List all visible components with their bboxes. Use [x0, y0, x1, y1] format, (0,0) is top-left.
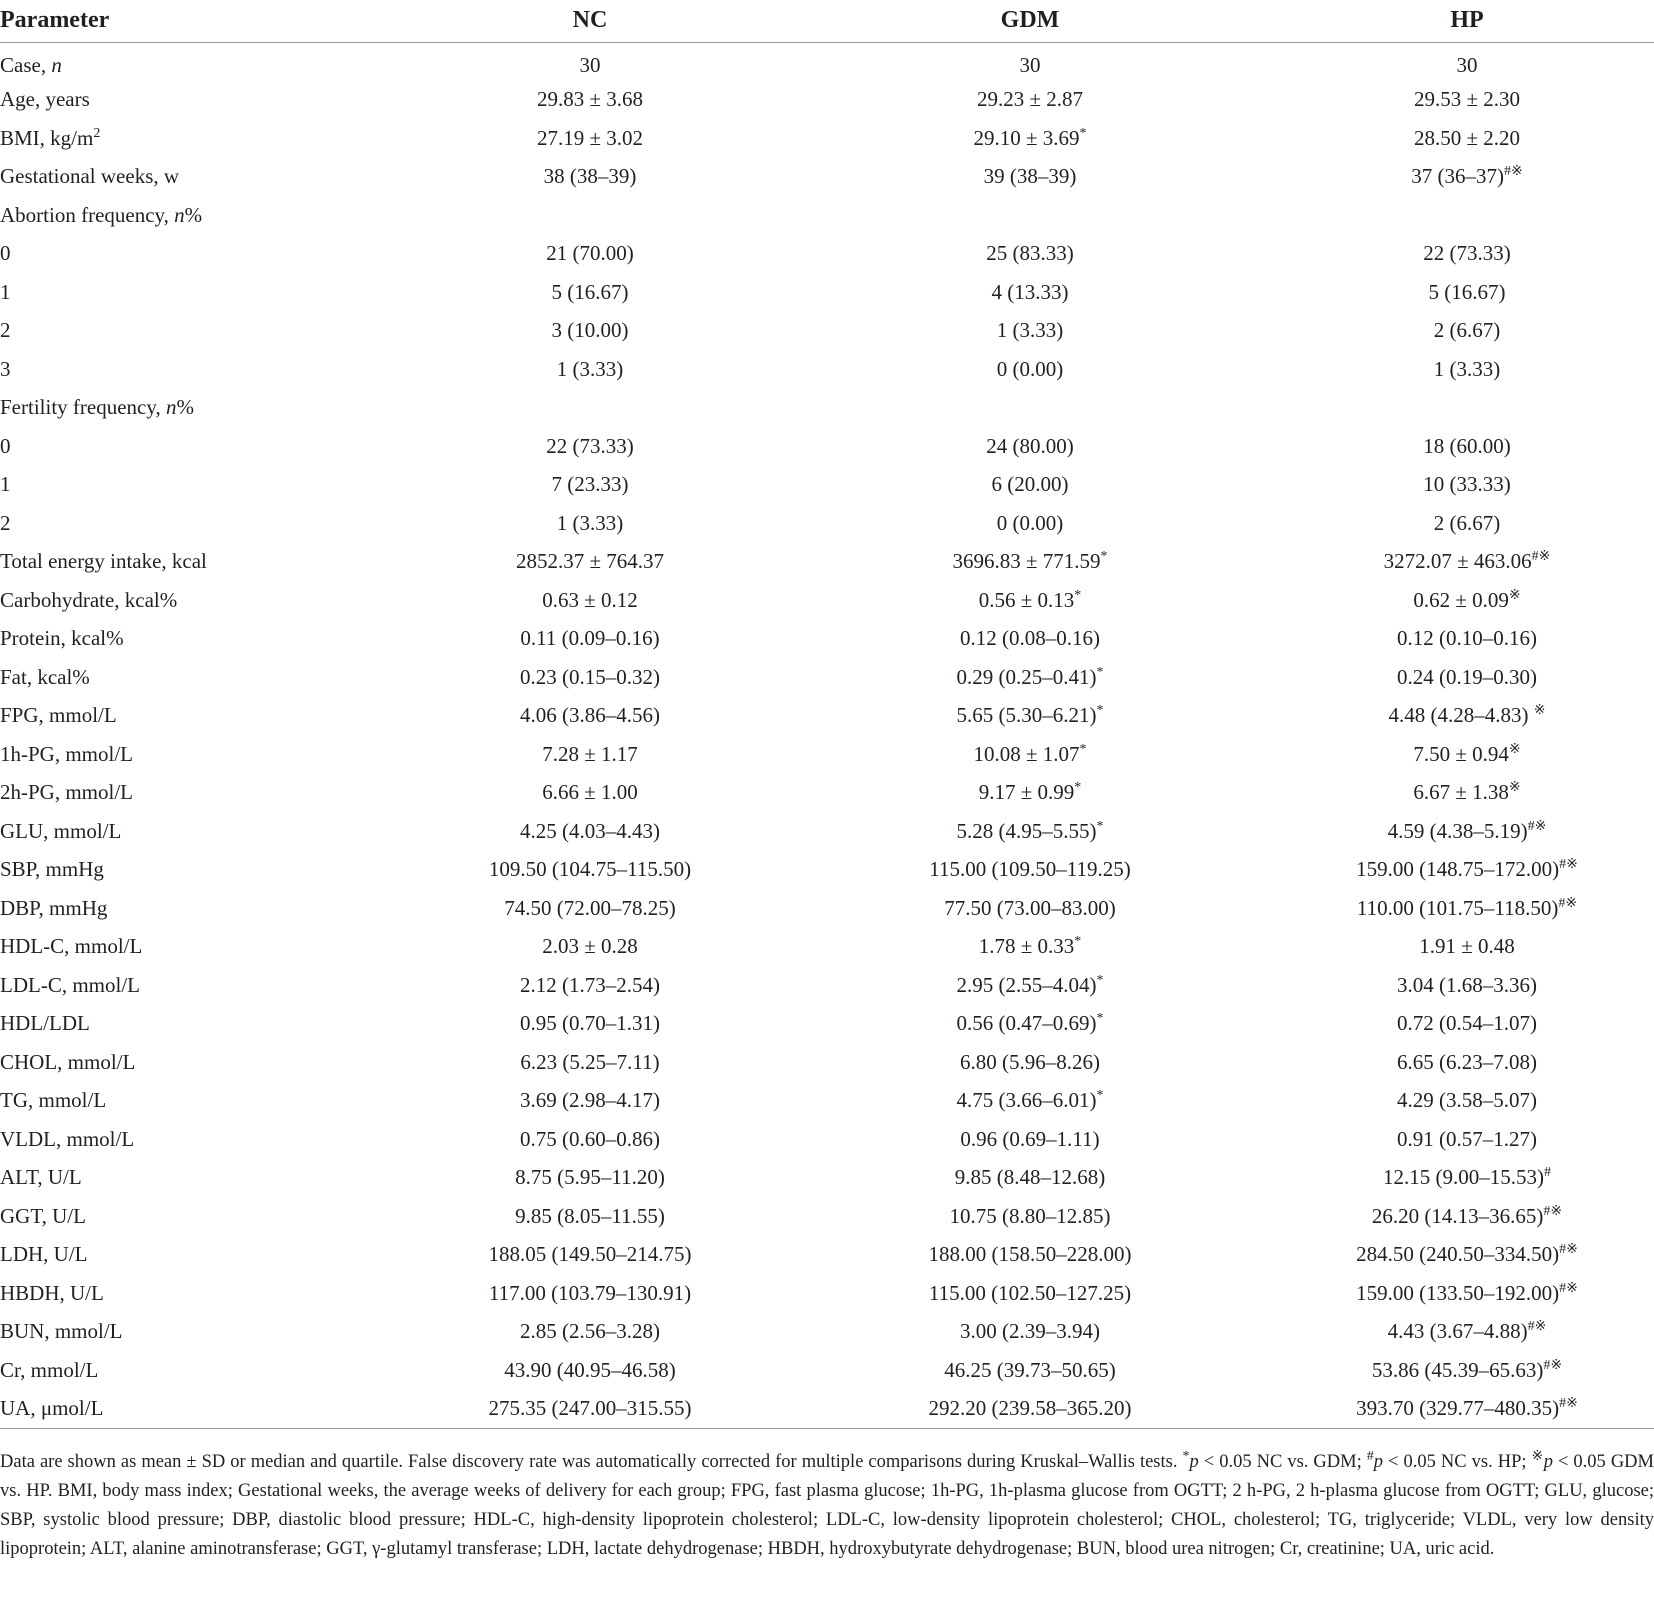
table-row [0, 312, 1654, 351]
table-row [0, 504, 1654, 543]
cell-gdm: 0.12 (0.08–0.16) [960, 626, 1100, 651]
cell-nc: 5 (16.67) [551, 279, 629, 304]
cell-gdm: 25 (83.33) [986, 241, 1074, 266]
table-row [0, 620, 1654, 659]
table-row [0, 158, 1654, 197]
table-row [0, 119, 1654, 158]
cell-nc: 4.25 (4.03–4.43) [520, 818, 660, 843]
row-label: 1h-PG, mmol/L [0, 741, 134, 766]
cell-hp: 159.00 (148.75–172.00)#※ [1356, 857, 1578, 882]
cell-nc: 275.35 (247.00–315.55) [400, 1390, 780, 1429]
cell-nc: 27.19 ± 3.02 [536, 125, 644, 150]
table-row [0, 1197, 1654, 1236]
cell-gdm: 6 (20.00) [991, 472, 1069, 497]
row-label: BMI, $kg/m^2$ [0, 125, 101, 150]
header-hp: HP [1280, 0, 1654, 42]
row-label: 1 [0, 279, 11, 304]
table-row [0, 81, 1654, 120]
table-row [0, 42, 1654, 81]
row-label: TG, mmol/L [0, 1088, 107, 1113]
cell-hp: 10 (33.33) [1423, 472, 1511, 497]
cell-hp: 284.50 (240.50–334.50)#※ [1356, 1242, 1578, 1267]
table-row [0, 196, 1654, 235]
row-label: Abortion frequency, n% [0, 202, 203, 227]
cell-hp: 1.91 ± 0.48 [1419, 934, 1515, 959]
cell-hp: 159.00 (133.50–192.00)#※ [1356, 1280, 1578, 1305]
cell-hp: 2 (6.67) [1433, 318, 1501, 343]
cell-gdm: 0 (0.00) [996, 356, 1064, 381]
cell-nc: 188.05 (149.50–214.75) [488, 1242, 692, 1267]
cell-hp: 2 (6.67) [1433, 510, 1501, 535]
table-row [0, 735, 1654, 774]
row-label: VLDL, mmol/L [0, 1126, 135, 1151]
cell-nc: 1 (3.33) [556, 510, 624, 535]
row-label: Fertility frequency, n% [0, 395, 195, 420]
table-row [0, 1005, 1654, 1044]
cell-hp: 3272.07 ± 463.06#※ [1383, 549, 1551, 574]
cell-hp: 4.48 (4.28–4.83) ※ [1388, 703, 1546, 728]
cell-gdm: 0 (0.00) [996, 510, 1064, 535]
row-label: 2h-PG, mmol/L [0, 780, 134, 805]
table-row [0, 466, 1654, 505]
cell-hp: 4.59 (4.38–5.19)#※ [1387, 818, 1547, 843]
cell-hp: 110.00 (101.75–118.50)#※ [1356, 895, 1578, 920]
cell-hp: 30 [1456, 53, 1478, 77]
row-label: 0 [0, 433, 11, 458]
cell-nc: 0.63 ± 0.12 [542, 587, 638, 612]
table-footnote [0, 1448, 1654, 1564]
cell-nc: 21 (70.00) [546, 241, 634, 266]
row-label: BUN, mmol/L [0, 1319, 123, 1344]
table-row [0, 889, 1654, 928]
cell-hp: 0.72 (0.54–1.07) [1397, 1011, 1537, 1036]
cell-hp: 7.50 ± 0.94※ [1413, 741, 1521, 766]
cell-gdm: 10.75 (8.80–12.85) [949, 1203, 1111, 1228]
cell-gdm: 2.95 (2.55–4.04)* [956, 972, 1104, 997]
cell-gdm: 9.17 ± 0.99* [978, 780, 1082, 805]
cell-gdm [780, 389, 1280, 428]
cell-gdm: 292.20 (239.58–365.20) [780, 1390, 1280, 1429]
row-label: Case, n [0, 53, 62, 77]
header-nc: NC [400, 0, 780, 42]
cell-hp: 53.86 (45.39–65.63)#※ [1371, 1357, 1563, 1382]
cell-hp: 0.91 (0.57–1.27) [1397, 1126, 1537, 1151]
table-row [0, 774, 1654, 813]
cell-nc: 117.00 (103.79–130.91) [488, 1280, 692, 1305]
table-row [0, 966, 1654, 1005]
cell-gdm: 0.96 (0.69–1.11) [960, 1126, 1100, 1151]
cell-nc: 2.03 ± 0.28 [542, 934, 638, 959]
cell-gdm: 3696.83 ± 771.59* [952, 549, 1108, 574]
cell-gdm [780, 196, 1280, 235]
table-row [0, 812, 1654, 851]
table-row [0, 1082, 1654, 1121]
cell-nc: 30 [579, 53, 601, 77]
cell-gdm: 0.56 ± 0.13* [978, 587, 1082, 612]
cell-nc: 0.11 (0.09–0.16) [520, 626, 660, 651]
cell-hp: 393.70 (329.77–480.35)#※ [1280, 1390, 1654, 1429]
row-label: 2 [0, 510, 11, 535]
row-label: 1 [0, 472, 11, 497]
cell-nc: 22 (73.33) [546, 433, 634, 458]
row-label: LDL-C, mmol/L [0, 972, 140, 997]
table-row [0, 1390, 1654, 1429]
row-label: HDL-C, mmol/L [0, 934, 143, 959]
row-label: HBDH, U/L [0, 1280, 104, 1305]
cell-nc: 1 (3.33) [556, 356, 624, 381]
cell-gdm: 4 (13.33) [991, 279, 1069, 304]
row-label: FPG, mmol/L [0, 703, 117, 728]
row-label: HDL/LDL [0, 1011, 90, 1036]
cell-hp: 12.15 (9.00–15.53)# [1383, 1165, 1551, 1190]
table-row [0, 235, 1654, 274]
row-label: DBP, mmHg [0, 895, 108, 920]
table-body [0, 42, 1654, 1428]
table-row [0, 273, 1654, 312]
row-label: 0 [0, 241, 11, 266]
table-row [0, 581, 1654, 620]
cell-hp [1280, 389, 1654, 428]
table-row [0, 851, 1654, 890]
cell-gdm: 9.85 (8.48–12.68) [954, 1165, 1106, 1190]
cell-hp: 1 (3.33) [1433, 356, 1501, 381]
cell-nc: 0.23 (0.15–0.32) [520, 664, 660, 689]
row-label: Total energy intake, kcal [0, 549, 207, 574]
cell-nc: 7 (23.33) [551, 472, 629, 497]
table-row [0, 1351, 1654, 1390]
row-label: ALT, U/L [0, 1165, 82, 1190]
table-row [0, 1159, 1654, 1198]
cell-gdm: 1 (3.33) [996, 318, 1064, 343]
table-row [0, 928, 1654, 967]
cell-nc: 3.69 (2.98–4.17) [520, 1088, 660, 1113]
table-row [0, 1313, 1654, 1352]
cell-hp: 0.24 (0.19–0.30) [1397, 664, 1537, 689]
cell-gdm: 6.80 (5.96–8.26) [960, 1049, 1100, 1074]
row-label: Carbohydrate, kcal% [0, 587, 178, 612]
cell-hp: 29.53 ± 2.30 [1413, 87, 1521, 112]
cell-gdm: 115.00 (102.50–127.25) [928, 1280, 1132, 1305]
cell-nc: 38 (38–39) [543, 164, 637, 189]
cell-gdm: 188.00 (158.50–228.00) [928, 1242, 1132, 1267]
table-row [0, 350, 1654, 389]
cell-nc: 29.83 ± 3.68 [536, 87, 644, 112]
row-label: GGT, U/L [0, 1203, 86, 1228]
cell-gdm: 115.00 (109.50–119.25) [929, 857, 1131, 882]
cell-hp: 4.43 (3.67–4.88)#※ [1387, 1319, 1547, 1344]
table-row [0, 697, 1654, 736]
table-row [0, 658, 1654, 697]
row-label: SBP, mmHg [0, 857, 104, 882]
row-label: UA, μmol/L [0, 1390, 400, 1429]
row-label: Gestational weeks, w [0, 164, 180, 189]
cell-hp: 37 (36–37)#※ [1411, 164, 1523, 189]
row-label: 2 [0, 318, 11, 343]
cell-gdm: 77.50 (73.00–83.00) [944, 895, 1116, 920]
cell-nc: 109.50 (104.75–115.50) [488, 857, 692, 882]
cell-gdm: 3.00 (2.39–3.94) [960, 1319, 1100, 1344]
cell-nc: 43.90 (40.95–46.58) [504, 1357, 676, 1382]
table-row [0, 1274, 1654, 1313]
cell-gdm: 5.28 (4.95–5.55)* [956, 818, 1104, 843]
cell-nc: 0.95 (0.70–1.31) [520, 1011, 660, 1036]
cell-nc [400, 389, 780, 428]
row-label: GLU, mmol/L [0, 818, 122, 843]
cell-nc: 9.85 (8.05–11.55) [515, 1203, 665, 1228]
cell-hp: 0.62 ± 0.09※ [1413, 587, 1521, 612]
table-row [0, 1043, 1654, 1082]
row-label: Protein, kcal% [0, 626, 124, 651]
cell-hp: 5 (16.67) [1428, 279, 1506, 304]
cell-hp: 26.20 (14.13–36.65)#※ [1371, 1203, 1563, 1228]
cell-gdm: 5.65 (5.30–6.21)* [956, 703, 1104, 728]
cell-nc: 7.28 ± 1.17 [542, 741, 638, 766]
cell-hp: 22 (73.33) [1423, 241, 1511, 266]
cell-gdm: 39 (38–39) [983, 164, 1077, 189]
cell-hp [1280, 196, 1654, 235]
cell-nc: 74.50 (72.00–78.25) [504, 895, 676, 920]
cell-nc: 3 (10.00) [551, 318, 629, 343]
row-label: Age, years [0, 87, 90, 112]
cell-hp: 0.12 (0.10–0.16) [1397, 626, 1537, 651]
table-header-row [0, 0, 1654, 42]
row-label: LDH, U/L [0, 1242, 88, 1267]
table-row [0, 1236, 1654, 1275]
row-label: 3 [0, 356, 11, 381]
cell-gdm: 10.08 ± 1.07* [973, 741, 1087, 766]
cell-gdm: 30 [1019, 53, 1041, 77]
cell-nc: 2.12 (1.73–2.54) [520, 972, 660, 997]
header-gdm: GDM [780, 0, 1280, 42]
cell-hp: 6.67 ± 1.38※ [1413, 780, 1521, 805]
table-row [0, 1120, 1654, 1159]
cell-gdm: 29.10 ± 3.69* [973, 125, 1087, 150]
cell-gdm: 4.75 (3.66–6.01)* [956, 1088, 1104, 1113]
cell-nc: 2852.37 ± 764.37 [515, 549, 665, 574]
cell-gdm: 0.29 (0.25–0.41)* [956, 664, 1104, 689]
row-label: Cr, mmol/L [0, 1357, 99, 1382]
cell-gdm: 24 (80.00) [986, 433, 1074, 458]
cell-gdm: 29.23 ± 2.87 [976, 87, 1084, 112]
header-parameter: Parameter [0, 0, 400, 42]
cell-gdm: 1.78 ± 0.33* [978, 934, 1082, 959]
cell-hp: 18 (60.00) [1423, 433, 1511, 458]
footnote-text: Data are shown as mean ± SD or median and quartile. False discovery rate was automatically corrected for multiple comparisons during Kruskal–Wallis tests. *p < 0.05 NC vs. GDM; #p < 0.05 NC vs. HP; ※p < 0.05 GDM vs. HP. BMI, body mass index; Gestational weeks, the average weeks of delivery for each group; FPG, fast plasma glucose; 1h-PG, 1h-plasma glucose from OGTT; 2 h-PG, 2 h-plasma glucose from OGTT; GLU, glucose; SBP, systolic blood pressure; DBP, diastolic blood pressure; HDL-C, high-density lipoprotein cholesterol; LDL-C, low-density lipoprotein cholesterol; CHOL, cholesterol; TG, triglyceride; VLDL, very low density lipoprotein; ALT, alanine aminotransferase; GGT, γ-glutamyl transferase; LDH, lactate dehydrogenase; HBDH, hydroxybutyrate dehydrogenase; BUN, blood urea nitrogen; Cr, creatinine; UA, uric acid. [0, 1448, 1654, 1559]
table-row [0, 427, 1654, 466]
cell-hp: 6.65 (6.23–7.08) [1397, 1049, 1537, 1074]
cell-hp: 4.29 (3.58–5.07) [1397, 1088, 1537, 1113]
cell-nc: 6.23 (5.25–7.11) [520, 1049, 660, 1074]
row-label: CHOL, mmol/L [0, 1049, 136, 1074]
cell-hp: 3.04 (1.68–3.36) [1397, 972, 1537, 997]
cell-nc: 2.85 (2.56–3.28) [520, 1319, 660, 1344]
row-label: Fat, kcal% [0, 664, 90, 689]
cell-nc: 8.75 (5.95–11.20) [515, 1165, 665, 1190]
cell-nc: 6.66 ± 1.00 [542, 780, 638, 805]
cell-gdm: 46.25 (39.73–50.65) [944, 1357, 1116, 1382]
cell-nc [400, 196, 780, 235]
table-row [0, 389, 1654, 428]
cell-nc: 4.06 (3.86–4.56) [520, 703, 660, 728]
cell-hp: 28.50 ± 2.20 [1413, 125, 1521, 150]
table-row [0, 543, 1654, 582]
cell-gdm: 0.56 (0.47–0.69)* [956, 1011, 1104, 1036]
cell-nc: 0.75 (0.60–0.86) [520, 1126, 660, 1151]
